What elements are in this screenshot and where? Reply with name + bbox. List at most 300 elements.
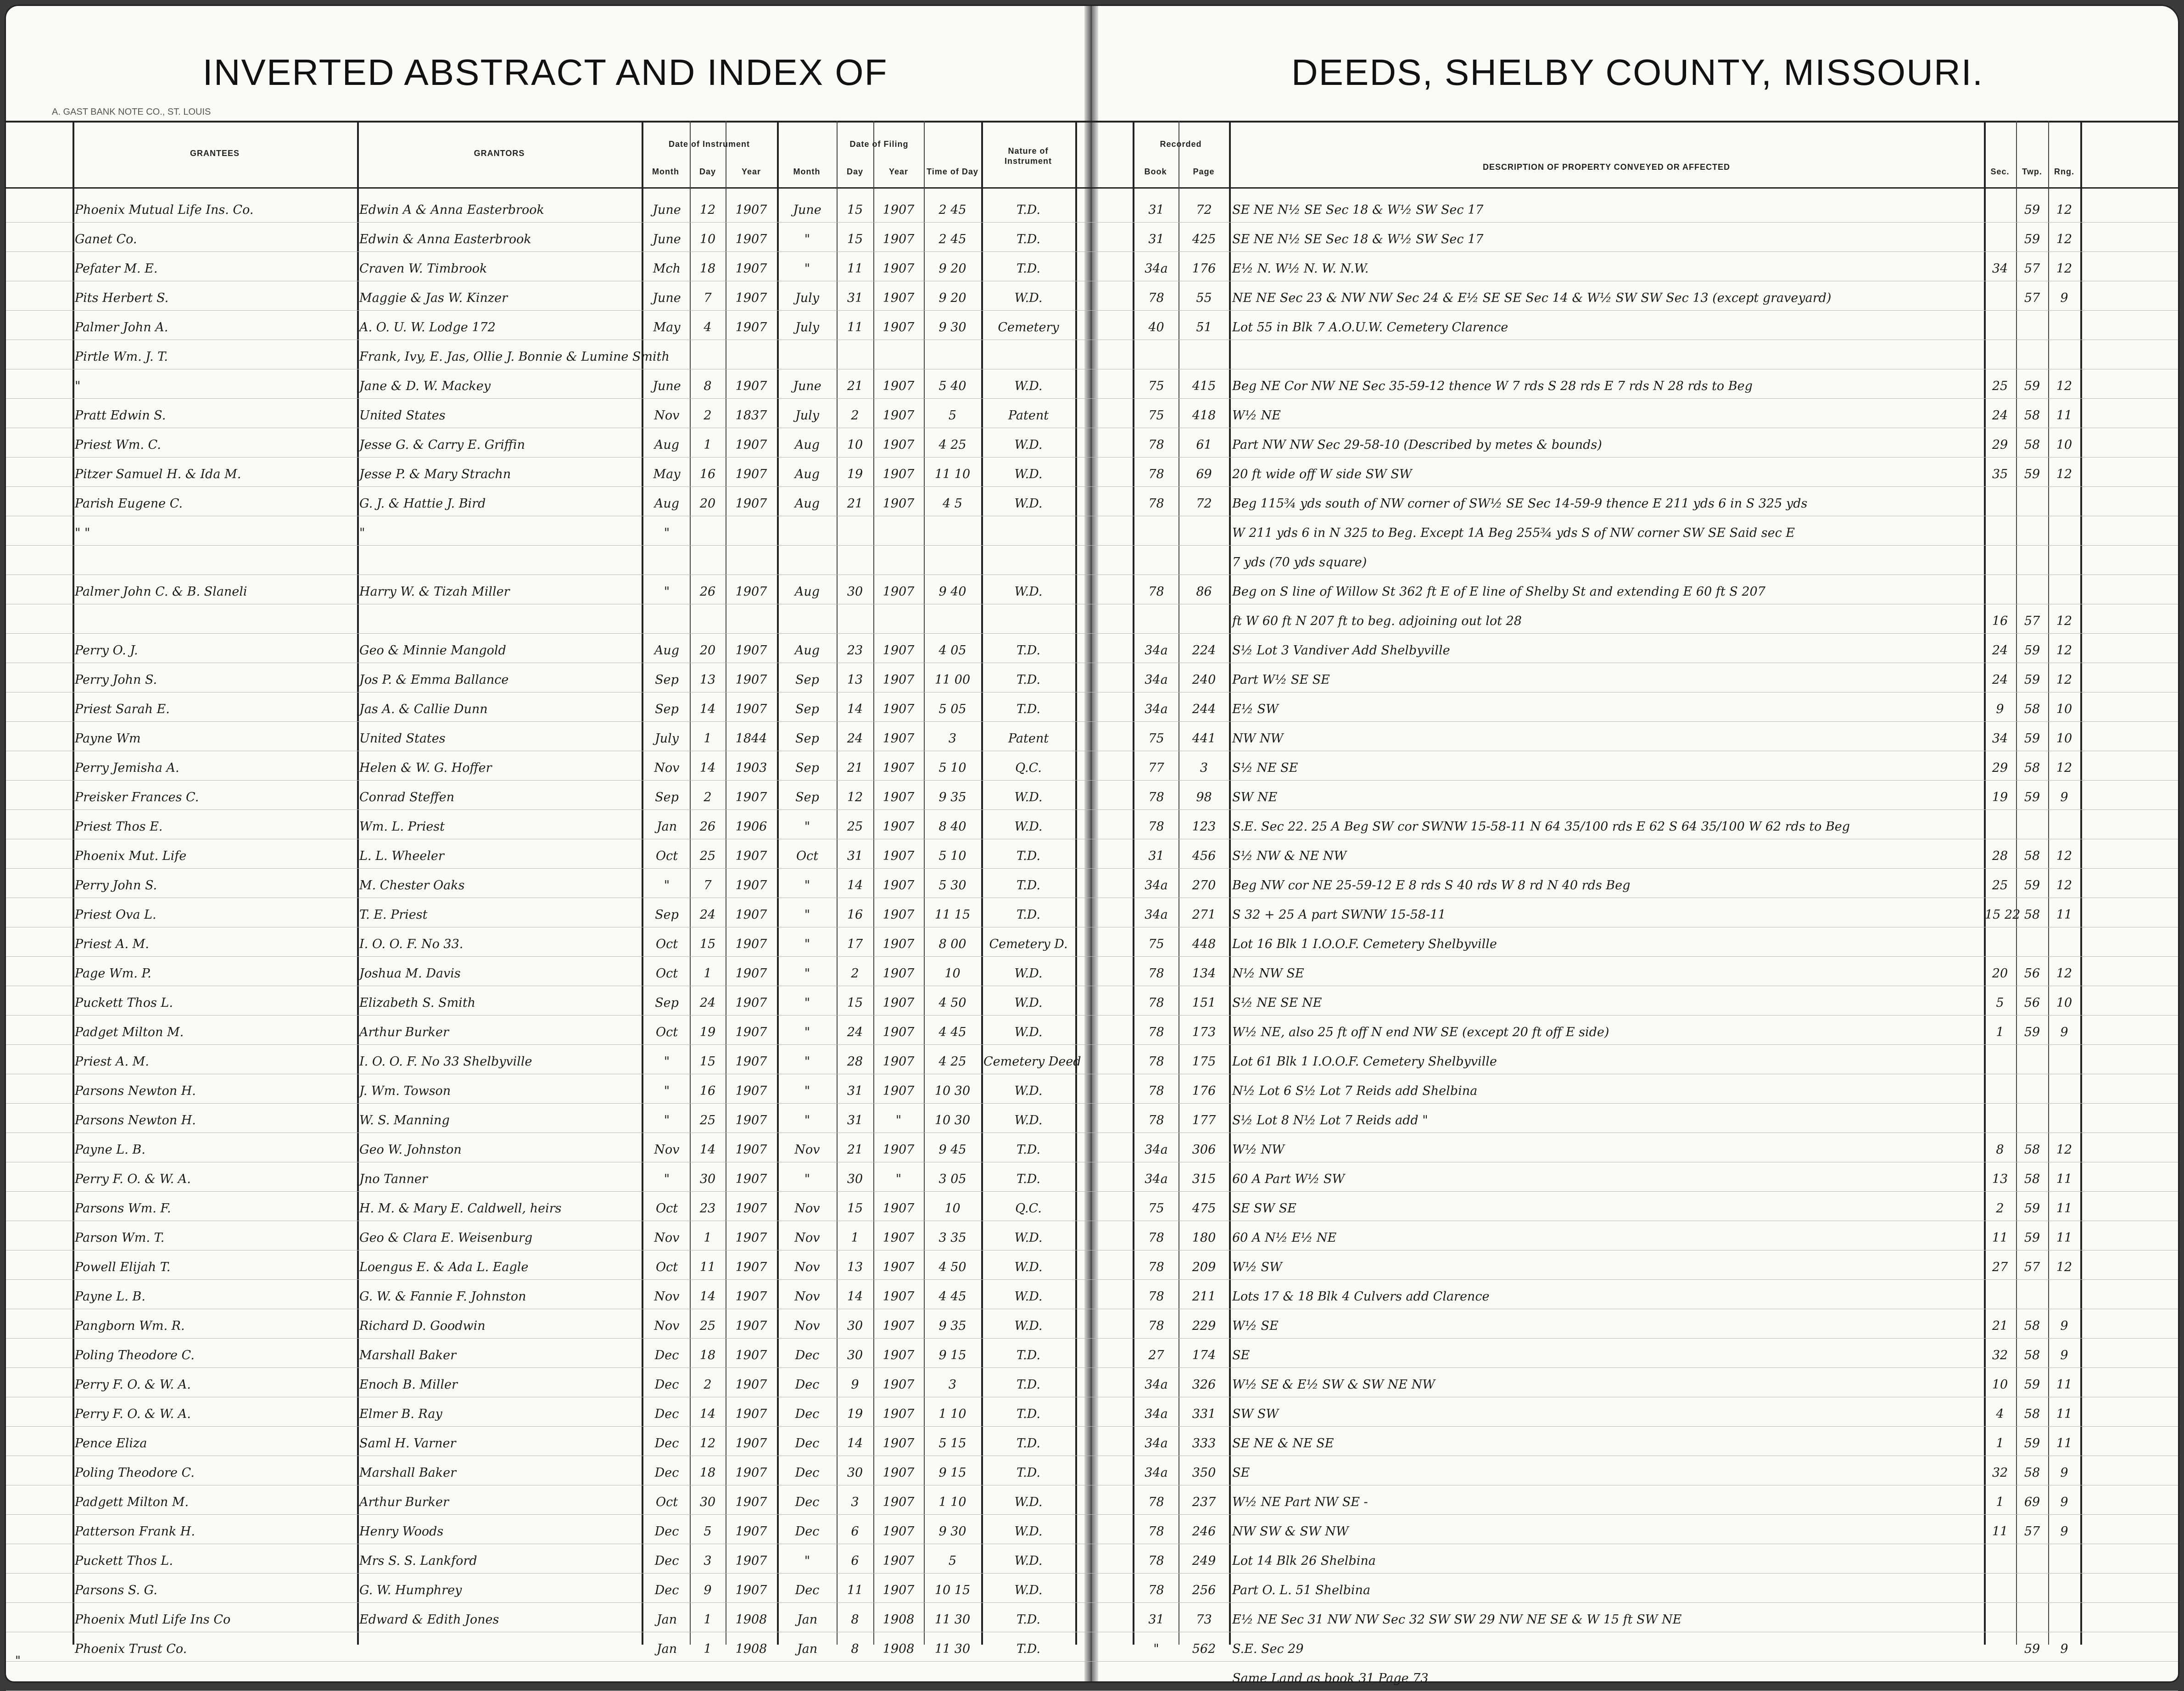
grantor-cell: G. J. & Hattie J. Bird (359, 497, 486, 511)
book-cell: 31 (1148, 203, 1164, 217)
instrument-day-cell: 23 (699, 1201, 716, 1216)
instrument-day-cell: 19 (699, 1025, 716, 1039)
filing-time-cell: 5 15 (938, 1436, 966, 1451)
nature-cell: W.D. (1014, 996, 1043, 1010)
book-cell: 27 (1148, 1348, 1164, 1362)
filing-month-cell: Dec (795, 1495, 820, 1509)
sec-cell (1985, 1111, 2015, 1130)
rng-cell: 12 (2056, 467, 2072, 481)
grantee-cell: Pits Herbert S. (75, 291, 169, 305)
instrument-day-cell: 3 (704, 1554, 712, 1568)
grantor-cell: Jesse G. & Carry E. Griffin (359, 438, 525, 452)
filing-time-cell: 9 45 (938, 1143, 966, 1157)
page-cell: 176 (1192, 1084, 1216, 1098)
instrument-year-cell (726, 347, 776, 367)
filing-year-cell: 1907 (883, 1201, 915, 1216)
nature-cell: W.D. (1014, 1524, 1043, 1539)
filing-time-cell: 11 15 (934, 908, 971, 922)
filing-day-cell: 15 (847, 1201, 863, 1216)
sec-cell: 15 22 (1985, 908, 2021, 922)
twp-cell: 59 (2024, 878, 2040, 893)
page-cell: 211 (1192, 1289, 1216, 1304)
instrument-day-cell (691, 523, 725, 543)
filing-month-cell: Dec (795, 1348, 820, 1362)
book-cell: 34a (1145, 673, 1168, 687)
rng-cell: 11 (2056, 408, 2072, 423)
instrument-day-cell: 5 (704, 1524, 712, 1539)
nature-cell: W.D. (1014, 467, 1043, 481)
twp-cell: 58 (2024, 408, 2040, 423)
filing-year-cell (874, 553, 923, 572)
filing-time-cell: 9 40 (938, 585, 966, 599)
instrument-month-cell: Dec (654, 1407, 679, 1421)
rng-cell: 9 (2060, 1495, 2068, 1509)
filing-day-cell (838, 553, 872, 572)
twp-cell: 58 (2024, 702, 2040, 716)
filing-day-cell: 16 (847, 908, 863, 922)
instrument-day-cell: 1 (704, 1231, 712, 1245)
grantor-cell: Geo & Clara E. Weisenburg (359, 1231, 533, 1245)
description-cell: Beg NE Cor NW NE Sec 35-59-12 thence W 7 rds S 28 rds E 7 rds N 28 rds to Beg (1232, 379, 1753, 393)
grantor-cell: Edwin A & Anna Easterbrook (359, 203, 544, 217)
header-nature-of-instrument: Nature of Instrument (1004, 146, 1052, 166)
rng-cell: 12 (2056, 379, 2072, 393)
filing-day-cell: 13 (847, 673, 863, 687)
header-grantees: GRANTEES (190, 149, 240, 158)
book-cell: 78 (1148, 291, 1164, 305)
description-cell: Same Land as book 31 Page 73 (1232, 1671, 1429, 1685)
rng-cell: 12 (2056, 232, 2072, 246)
book-cell: 78 (1148, 1583, 1164, 1597)
grantee-cell: Perry John S. (75, 878, 157, 893)
book-cell: 78 (1148, 1084, 1164, 1098)
page-cell: 176 (1192, 262, 1216, 276)
instrument-year-cell: 1844 (735, 731, 767, 746)
book-cell: 78 (1148, 820, 1164, 834)
row-rule (6, 1367, 2178, 1368)
sec-cell: 2 (1996, 1201, 2004, 1216)
instrument-month-cell: Nov (654, 408, 680, 423)
book-cell: 78 (1148, 996, 1164, 1010)
nature-cell: Cemetery Deed (983, 1055, 1081, 1069)
instrument-month-cell: Nov (654, 1143, 680, 1157)
filing-time-cell: 10 (944, 966, 961, 981)
twp-cell (2017, 553, 2047, 572)
rng-cell (2049, 1081, 2079, 1101)
instrument-month-cell: Nov (654, 1319, 680, 1333)
filing-year-cell: 1907 (883, 232, 915, 246)
sec-cell: 32 (1992, 1348, 2008, 1362)
rng-cell: 9 (2060, 1466, 2068, 1480)
header-filing-day: Day (846, 167, 864, 176)
filing-time-cell (925, 523, 980, 543)
instrument-month-cell: Oct (655, 966, 678, 981)
grantee-cell: Patterson Frank H. (75, 1524, 195, 1539)
instrument-month-cell: Dec (654, 1348, 679, 1362)
page-cell: 173 (1192, 1025, 1216, 1039)
filing-month-cell: Sep (795, 761, 819, 775)
filing-time-cell: 3 (948, 731, 957, 746)
twp-cell (2017, 347, 2047, 367)
row-rule (6, 222, 2178, 223)
sec-cell: 1 (1996, 1025, 2004, 1039)
twp-cell: 59 (2024, 790, 2040, 804)
filing-month-cell: Aug (794, 467, 820, 481)
filing-day-cell: 6 (851, 1554, 859, 1568)
filing-year-cell: 1907 (883, 467, 915, 481)
instrument-month-cell: " (664, 1172, 670, 1186)
sec-cell: 35 (1992, 467, 2008, 481)
rng-cell: 11 (2056, 908, 2072, 922)
nature-cell: T.D. (1017, 1466, 1040, 1480)
sec-cell: 24 (1992, 673, 2008, 687)
page-cell: 237 (1192, 1495, 1216, 1509)
nature-cell: T.D. (1017, 1642, 1040, 1656)
page-cell (1180, 347, 1228, 367)
instrument-day-cell: 20 (699, 497, 716, 511)
page-cell: 448 (1192, 937, 1216, 951)
rng-cell (2049, 1669, 2079, 1688)
description-cell: S½ Lot 3 Vandiver Add Shelbyville (1232, 643, 1450, 658)
grantee-cell: Palmer John A. (75, 320, 168, 335)
nature-cell: Cemetery D. (989, 937, 1068, 951)
description-cell: N½ Lot 6 S½ Lot 7 Reids add Shelbina (1232, 1084, 1478, 1098)
instrument-month-cell: Oct (655, 849, 678, 863)
filing-year-cell: 1907 (883, 937, 915, 951)
filing-month-cell: Sep (795, 702, 819, 716)
row-rule (6, 633, 2178, 634)
filing-month-cell: Nov (794, 1231, 820, 1245)
filing-month-cell (779, 611, 836, 631)
filing-time-cell: 5 (948, 408, 957, 423)
instrument-year-cell: 1907 (735, 790, 767, 804)
grantee-cell: Parson Wm. T. (75, 1231, 165, 1245)
rng-cell: 9 (2060, 1524, 2068, 1539)
header-bottom-rule (6, 187, 2178, 189)
instrument-year-cell: 1907 (735, 937, 767, 951)
instrument-day-cell: 2 (704, 408, 712, 423)
book-cell: 78 (1148, 790, 1164, 804)
instrument-year-cell: 1837 (735, 408, 767, 423)
instrument-month-cell: Sep (655, 790, 679, 804)
page-cell: 209 (1192, 1260, 1216, 1274)
instrument-year-cell: 1907 (735, 643, 767, 658)
instrument-month-cell: Aug (654, 438, 680, 452)
twp-cell: 59 (2024, 467, 2040, 481)
rng-cell: 12 (2056, 761, 2072, 775)
filing-time-cell: 8 40 (938, 820, 966, 834)
book-cell (1135, 523, 1178, 543)
grantee-cell: Payne L. B. (75, 1289, 145, 1304)
rng-cell (2049, 817, 2079, 837)
grantor-cell: Maggie & Jas W. Kinzer (359, 291, 508, 305)
instrument-day-cell: 1 (704, 966, 712, 981)
instrument-day-cell: 15 (699, 937, 716, 951)
page-cell: 326 (1192, 1378, 1216, 1392)
filing-day-cell: 8 (851, 1642, 859, 1656)
filing-month-cell: " (804, 1554, 810, 1568)
grantor-cell: G. W. Humphrey (359, 1583, 462, 1597)
nature-cell: W.D. (1014, 1084, 1043, 1098)
grantee-cell (75, 1669, 355, 1688)
filing-month-cell: Sep (795, 790, 819, 804)
instrument-year-cell: 1907 (735, 1143, 767, 1157)
nature-cell: W.D. (1014, 1025, 1043, 1039)
filing-time-cell: 4 25 (938, 438, 966, 452)
nature-cell (983, 1669, 1073, 1688)
page-cell: 331 (1192, 1407, 1216, 1421)
book-cell: 75 (1148, 731, 1164, 746)
filing-year-cell: 1907 (883, 203, 915, 217)
page-cell: 246 (1192, 1524, 1216, 1539)
rng-cell (2049, 318, 2079, 337)
filing-day-cell: 30 (847, 1172, 863, 1186)
filing-month-cell: " (804, 232, 810, 246)
instrument-day-cell: 1 (704, 1613, 712, 1627)
sec-cell: 34 (1992, 262, 2008, 276)
sec-cell (1985, 347, 2015, 367)
instrument-day-cell: 9 (704, 1583, 712, 1597)
filing-month-cell: Sep (795, 673, 819, 687)
filing-time-cell: 4 5 (943, 497, 962, 511)
instrument-month-cell: June (653, 232, 681, 246)
nature-cell: W.D. (1014, 1260, 1043, 1274)
twp-cell: 59 (2024, 1201, 2040, 1216)
twp-cell: 69 (2024, 1495, 2040, 1509)
grantee-cell: Pangborn Wm. R. (75, 1319, 185, 1333)
book-cell: 78 (1148, 966, 1164, 981)
instrument-year-cell: 1907 (735, 966, 767, 981)
grantor-cell: I. O. O. F. No 33 Shelbyville (359, 1055, 532, 1069)
sec-cell: 9 (1996, 702, 2004, 716)
instrument-month-cell: Sep (655, 908, 679, 922)
sec-cell (1985, 1669, 2015, 1688)
description-cell: Beg 115¾ yds south of NW corner of SW½ SE Sec 14-59-9 thence E 211 yds 6 in S 325 yds (1232, 497, 1808, 511)
book-cell: 75 (1148, 1201, 1164, 1216)
filing-day-cell: 15 (847, 996, 863, 1010)
row-rule (6, 1573, 2178, 1574)
instrument-month-cell: Dec (654, 1524, 679, 1539)
row-rule (6, 1279, 2178, 1280)
grantee-cell: Powell Elijah T. (75, 1260, 171, 1274)
filing-day-cell: 9 (851, 1378, 859, 1392)
filing-year-cell (874, 611, 923, 631)
twp-cell: 58 (2024, 1172, 2040, 1186)
filing-day-cell: 31 (847, 291, 863, 305)
row-rule (6, 1015, 2178, 1016)
grantee-cell: Parsons Newton H. (75, 1113, 196, 1127)
rng-cell: 12 (2056, 262, 2072, 276)
instrument-day-cell: 14 (699, 1143, 716, 1157)
instrument-day-cell: 13 (699, 673, 716, 687)
grantee-cell: Perry O. J. (75, 643, 138, 658)
grantee-cell: Pefater M. E. (75, 262, 158, 276)
instrument-month-cell: Jan (656, 1613, 677, 1627)
filing-month-cell: " (804, 820, 810, 834)
grantor-cell: A. O. U. W. Lodge 172 (359, 320, 496, 335)
twp-cell (2017, 817, 2047, 837)
instrument-month-cell: Dec (654, 1436, 679, 1451)
nature-cell (983, 347, 1073, 367)
sec-cell: 25 (1992, 878, 2008, 893)
rng-cell: 9 (2060, 1348, 2068, 1362)
filing-day-cell: 21 (847, 761, 863, 775)
grantee-cell: Puckett Thos L. (75, 996, 173, 1010)
filing-day-cell (838, 1669, 872, 1688)
instrument-year-cell: 1907 (735, 1319, 767, 1333)
instrument-day-cell: 1 (704, 1642, 712, 1656)
grantee-cell: Perry John S. (75, 673, 157, 687)
rng-cell: 9 (2060, 1642, 2068, 1656)
book-cell: 78 (1148, 1025, 1164, 1039)
nature-cell: W.D. (1014, 1319, 1043, 1333)
instrument-year-cell: 1908 (735, 1642, 767, 1656)
grantor-cell: Frank, Ivy, E. Jas, Ollie J. Bonnie & Lumine Smith (359, 350, 670, 364)
twp-cell: 58 (2024, 908, 2040, 922)
grantee-cell: Perry Jemisha A. (75, 761, 179, 775)
instrument-year-cell (726, 553, 776, 572)
book-cell: 31 (1148, 849, 1164, 863)
row-rule (6, 486, 2178, 487)
grantor-cell: G. W. & Fannie F. Johnston (359, 1289, 526, 1304)
page-cell: 51 (1196, 320, 1212, 335)
twp-cell (2017, 934, 2047, 954)
filing-day-cell: 11 (847, 262, 863, 276)
instrument-day-cell: 1 (704, 438, 712, 452)
grantor-cell: J. Wm. Towson (359, 1084, 451, 1098)
instrument-year-cell: 1907 (735, 379, 767, 393)
page-cell (1180, 1669, 1228, 1688)
instrument-year-cell: 1907 (735, 232, 767, 246)
filing-year-cell (874, 347, 923, 367)
header-date-of-instrument: Date of Instrument (668, 140, 750, 149)
filing-day-cell: 10 (847, 438, 863, 452)
twp-cell: 59 (2024, 1025, 2040, 1039)
description-cell: SE NE N½ SE Sec 18 & W½ SW Sec 17 (1232, 203, 1484, 217)
instrument-day-cell: 25 (699, 1113, 716, 1127)
book-cell: 78 (1148, 1289, 1164, 1304)
rng-cell (2049, 1052, 2079, 1072)
filing-time-cell: 10 15 (934, 1583, 971, 1597)
instrument-month-cell: Aug (654, 643, 680, 658)
filing-day-cell: 14 (847, 878, 863, 893)
filing-day-cell: 30 (847, 1466, 863, 1480)
grantee-cell: Padgett Milton M. (75, 1495, 189, 1509)
instrument-month-cell: Oct (655, 937, 678, 951)
filing-year-cell: 1907 (883, 438, 915, 452)
filing-time-cell: 11 00 (934, 673, 971, 687)
nature-cell: T.D. (1017, 878, 1040, 893)
filing-month-cell: " (804, 1025, 810, 1039)
instrument-year-cell: 1907 (735, 1201, 767, 1216)
filing-year-cell (874, 523, 923, 543)
filing-year-cell: 1907 (883, 1495, 915, 1509)
description-cell: S½ NW & NE NW (1232, 849, 1347, 863)
filing-day-cell: 24 (847, 731, 863, 746)
filing-day-cell: 15 (847, 203, 863, 217)
sec-cell: 19 (1992, 790, 2008, 804)
filing-year-cell: 1907 (883, 1407, 915, 1421)
instrument-month-cell: Oct (655, 1201, 678, 1216)
filing-time-cell: 3 05 (938, 1172, 966, 1186)
page-cell: 134 (1192, 966, 1216, 981)
row-rule (6, 457, 2178, 458)
nature-cell: W.D. (1014, 1113, 1043, 1127)
instrument-day-cell: 2 (704, 1378, 712, 1392)
row-rule (6, 545, 2178, 546)
rng-cell: 10 (2056, 702, 2072, 716)
twp-cell: 58 (2024, 438, 2040, 452)
twp-cell: 58 (2024, 1143, 2040, 1157)
grantee-cell: Payne L. B. (75, 1143, 145, 1157)
sec-cell: 11 (1992, 1231, 2008, 1245)
sec-cell (1985, 1580, 2015, 1600)
instrument-month-cell: Mch (653, 262, 681, 276)
filing-year-cell: 1907 (883, 497, 915, 511)
filing-month-cell: " (804, 878, 810, 893)
book-cell: 78 (1148, 1055, 1164, 1069)
filing-day-cell: 30 (847, 1319, 863, 1333)
sec-cell (1985, 553, 2015, 572)
filing-day-cell: 23 (847, 643, 863, 658)
sec-cell: 1 (1996, 1436, 2004, 1451)
filing-month-cell: Dec (795, 1378, 820, 1392)
filing-year-cell: 1907 (883, 849, 915, 863)
instrument-month-cell: June (653, 379, 681, 393)
description-cell: W 211 yds 6 in N 325 to Beg. Except 1A Beg 255¾ yds S of NW corner SW SE Said sec E (1232, 526, 1795, 540)
instrument-year-cell: 1907 (735, 702, 767, 716)
grantor-cell: Joshua M. Davis (359, 966, 461, 981)
page-cell (1180, 523, 1228, 543)
filing-month-cell: June (793, 379, 821, 393)
sec-cell: 28 (1992, 849, 2008, 863)
filing-month-cell: July (795, 291, 820, 305)
sec-cell (1985, 318, 2015, 337)
filing-day-cell: 2 (851, 408, 859, 423)
instrument-year-cell: 1908 (735, 1613, 767, 1627)
grantor-cell: Geo W. Johnston (359, 1143, 462, 1157)
filing-time-cell: 11 30 (934, 1642, 971, 1656)
instrument-month-cell: Jan (656, 820, 677, 834)
description-cell: SW NE (1232, 790, 1278, 804)
filing-year-cell: 1907 (883, 878, 915, 893)
rng-cell: 12 (2056, 643, 2072, 658)
twp-cell: 58 (2024, 1319, 2040, 1333)
grantee-cell (75, 553, 355, 572)
grantor-cell: Loengus E. & Ada L. Eagle (359, 1260, 529, 1274)
instrument-day-cell: 25 (699, 849, 716, 863)
filing-month-cell: Aug (794, 497, 820, 511)
filing-time-cell: 11 30 (934, 1613, 971, 1627)
instrument-day-cell (691, 611, 725, 631)
book-cell: 78 (1148, 1524, 1164, 1539)
nature-cell: T.D. (1017, 908, 1040, 922)
instrument-year-cell: 1903 (735, 761, 767, 775)
twp-cell: 59 (2024, 232, 2040, 246)
filing-month-cell: Sep (795, 731, 819, 746)
filing-year-cell: 1907 (883, 408, 915, 423)
instrument-day-cell: 2 (704, 790, 712, 804)
filing-time-cell: 9 20 (938, 262, 966, 276)
grantee-cell: Perry F. O. & W. A. (75, 1407, 191, 1421)
book-cell: 34a (1145, 1172, 1168, 1186)
twp-cell: 59 (2024, 1436, 2040, 1451)
filing-time-cell (925, 1669, 980, 1688)
instrument-day-cell: 20 (699, 643, 716, 658)
nature-cell: W.D. (1014, 497, 1043, 511)
instrument-year-cell (726, 523, 776, 543)
grantor-cell: T. E. Priest (359, 908, 428, 922)
